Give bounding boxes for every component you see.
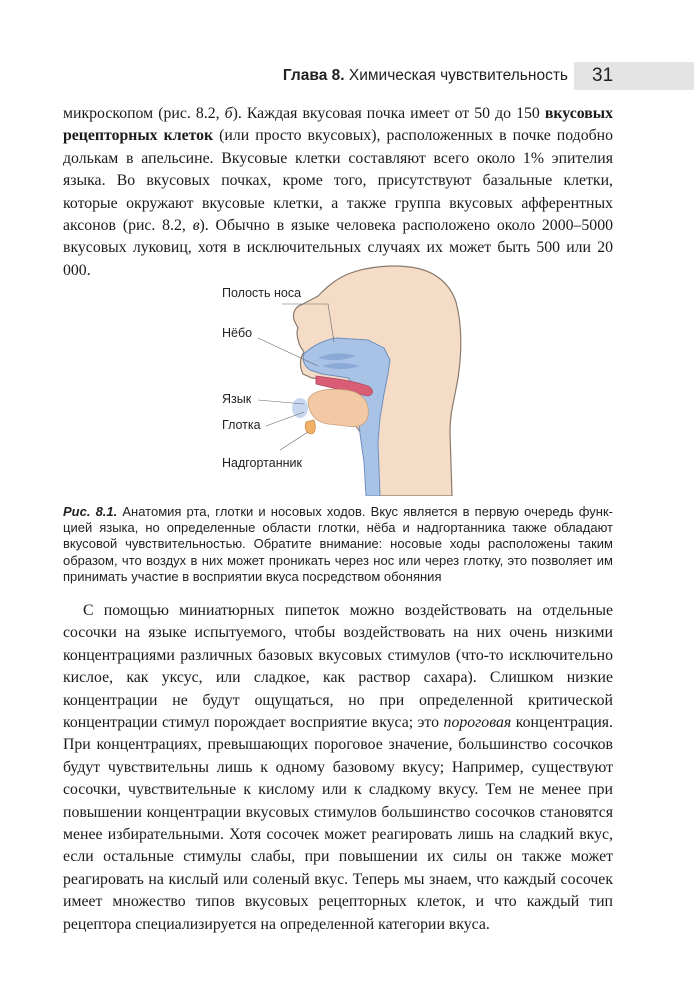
figure-caption bbox=[63, 504, 613, 585]
anatomy-figure bbox=[200, 262, 500, 496]
text-run: С помощью миниатюрных пипеток можно воздействовать на отдельные сосочки на языке испытуемого, чтобы воздействовать на них очень низкими концентрациями различных базовых вкусовых стимулов (что-то исключительно кислое, как уксус, или сладкое, как раствор сахара). Слишком низкие концентрации не будут ощущаться, но при определенной критической концентрации стимул порождает восприятие вкуса; это bbox=[63, 602, 613, 732]
tongue-tip-highlight bbox=[292, 398, 308, 418]
paragraph-1 bbox=[63, 103, 613, 282]
leader-epiglottis bbox=[280, 432, 308, 450]
label-nasal-cavity: Полость носа bbox=[222, 286, 302, 300]
leader-pharynx bbox=[266, 412, 304, 426]
epiglottis-shape bbox=[305, 420, 315, 434]
page-number-box bbox=[574, 62, 694, 90]
text-run: концентрация. При концентрациях, превышающих пороговое значение, большинство сосочков будут чувствительны лишь к одному базовому вкусу; Например, существуют сосочки, чувствительные к кислому или к сладкому вкусу. Тем не менее при повышении концентрации вкусовых стимулов большинство сосочков становятся менее избирательными. Хотя сосочек может реагировать лишь на сладкий вкус, если остальные стимулы слабы, при повышении их силы он также может реагировать на кислый или соленый вкус. Теперь мы знаем, что каждый сосочек имеет множество типов вкусовых рецепторных клеток, и что каждый тип рецептора специализируется на определенной категории вкуса. bbox=[63, 714, 613, 933]
bold-term: вкусовых рецепторных клеток bbox=[63, 105, 613, 145]
label-epiglottis: Надгортанник bbox=[222, 456, 302, 470]
caption-label: Рис. 8.1. bbox=[63, 504, 118, 519]
tongue-shape bbox=[308, 389, 368, 426]
label-palate: Нёбо bbox=[222, 326, 253, 340]
label-tongue: Язык bbox=[222, 392, 252, 406]
text-run: микроскопом (рис. 8.2, bbox=[63, 105, 225, 122]
page-number: 31 bbox=[592, 65, 614, 86]
italic-term: пороговая bbox=[443, 714, 512, 732]
paragraph-2 bbox=[63, 600, 613, 936]
chapter-title bbox=[283, 67, 568, 85]
chapter-number: Глава 8. bbox=[282, 67, 345, 84]
chapter-name: Химическая чувствительность bbox=[348, 67, 568, 84]
text-run: ). Каждая вкусовая почка имеет от 50 до 150 bbox=[232, 105, 545, 122]
text-run: ). Обычно в языке человека расположено около 2000–5000 вкусовых луковиц, хотя в исключительных случаях их может быть 500 или 20 000. bbox=[63, 217, 613, 279]
label-pharynx: Глотка bbox=[222, 418, 261, 432]
italic-run: б bbox=[224, 105, 233, 122]
text-run: (или просто вкусовых), расположенных в почке подобно долькам в апельсине. Вкусовые клетки составляют всего около 1% эпителия языка. Во вкусовых почках, кроме того, присутствуют базальные клетки, которые окружают вкусовые клетки, а также группа вкусовых афферентных аксонов (рис. 8.2, bbox=[63, 127, 613, 235]
italic-run: в bbox=[192, 217, 200, 235]
running-header bbox=[0, 62, 694, 90]
caption-text: Анатомия рта, глотки и носовых ходов. Вкус является в первую очередь функцией языка, но определенные области глотки, нёба и надгортанника также обладают вкусовой чувствительностью. Обратите внимание: носовые ходы расположены таким образом, что воздух в них может проникать через нос или через глотку, это позволяет им принимать участие в восприятии вкуса посредством обоняния bbox=[63, 504, 614, 584]
